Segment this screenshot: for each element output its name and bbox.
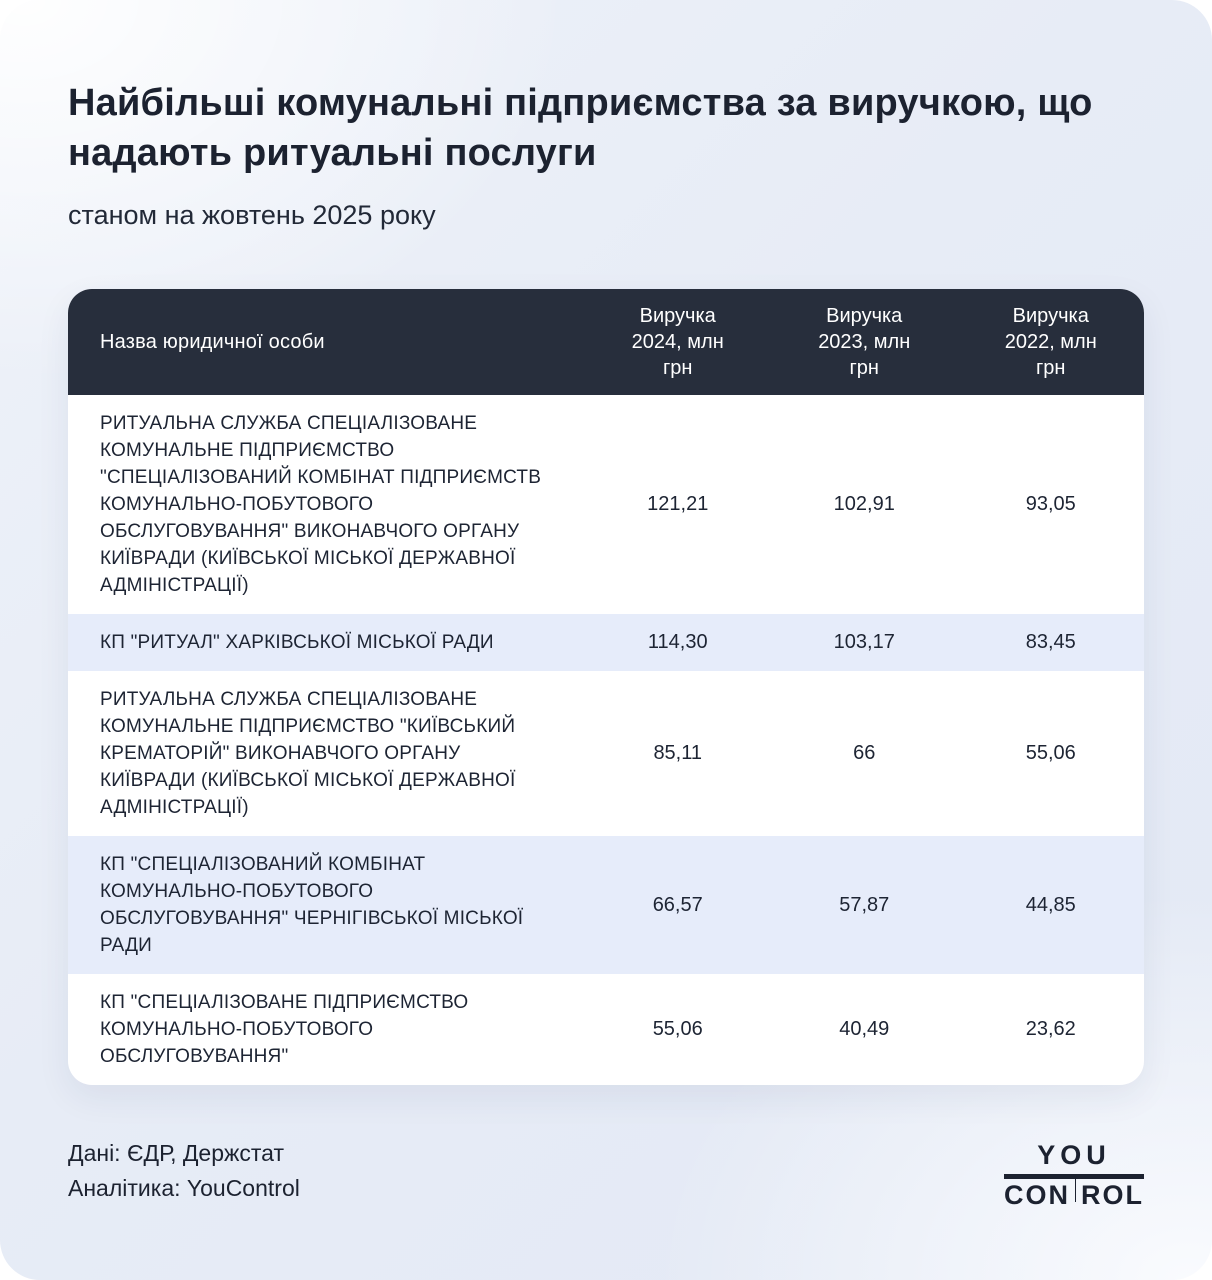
page-title: Найбільші комунальні підприємства за виручкою, що надають ритуальні послуги (68, 82, 1093, 174)
table-header-row (68, 289, 1144, 395)
logo-text-control (1004, 1179, 1144, 1209)
company-name: РИТУАЛЬНА СЛУЖБА СПЕЦІАЛІЗОВАНЕ КОМУНАЛЬНЕ ПІДПРИЄМСТВО "СПЕЦІАЛІЗОВАНИЙ КОМБІНАТ ПІДПРИЄМСТВ КОМУНАЛЬНО-ПОБУТОВОГО ОБСЛУГОВУВАННЯ" ВИКОНАВЧОГО ОРГАНУ КИЇВРАДИ (КИЇВСЬКОЇ МІСЬКОЇ ДЕРЖАВНОЇ АДМІНІСТРАЦІЇ) (100, 413, 542, 596)
logo-text-you: YOU (1037, 1140, 1111, 1170)
column-header-revenue-2022: Виручка 2022, млн грн (1004, 305, 1097, 379)
logo-text-con: CON (1004, 1180, 1070, 1210)
revenue-2022-value: 55,06 (1025, 742, 1076, 764)
youcontrol-logo (1004, 1142, 1144, 1209)
data-source: Дані: ЄДР, Держстат (68, 1140, 284, 1166)
revenue-2022-value: 93,05 (1025, 493, 1076, 515)
logo-t-stem (1075, 1179, 1076, 1202)
logo-text-rol: ROL (1081, 1180, 1144, 1210)
revenue-2024-value: 121,21 (647, 493, 709, 515)
data-credits (68, 1136, 300, 1206)
revenue-2023-value: 66 (853, 742, 876, 764)
table-row (68, 974, 1144, 1085)
revenue-2022-value: 23,62 (1025, 1018, 1076, 1040)
analytics-credit: Аналітика: YouControl (68, 1175, 300, 1201)
column-header-revenue-2024: Виручка 2024, млн грн (631, 305, 724, 379)
revenue-2024-value: 85,11 (653, 742, 703, 764)
table-row (68, 836, 1144, 974)
table-row (68, 614, 1144, 671)
column-header-name: Назва юридичної особи (100, 331, 325, 353)
company-name: КП "СПЕЦІАЛІЗОВАНЕ ПІДПРИЄМСТВО КОМУНАЛЬНО-ПОБУТОВОГО ОБСЛУГОВУВАННЯ" (100, 992, 469, 1067)
revenue-2024-value: 55,06 (652, 1018, 703, 1040)
column-header-revenue-2023: Виручка 2023, млн грн (818, 305, 911, 379)
revenue-2023-value: 103,17 (833, 631, 895, 653)
revenue-2023-value: 102,91 (833, 493, 895, 515)
revenue-2023-value: 57,87 (839, 893, 890, 916)
revenue-table (68, 289, 1144, 1085)
table-row (68, 671, 1144, 836)
revenue-2024-value: 114,30 (647, 631, 708, 653)
page-subtitle: станом на жовтень 2025 року (68, 200, 436, 230)
revenue-2022-value: 44,85 (1025, 893, 1076, 916)
company-name: КП "РИТУАЛ" ХАРКІВСЬКОЇ МІСЬКОЇ РАДИ (100, 632, 494, 653)
table-row (68, 395, 1144, 614)
revenue-2022-value: 83,45 (1025, 631, 1076, 653)
company-name: РИТУАЛЬНА СЛУЖБА СПЕЦІАЛІЗОВАНЕ КОМУНАЛЬНЕ ПІДПРИЄМСТВО "КИЇВСЬКИЙ КРЕМАТОРІЙ" ВИКОНАВЧОГО ОРГАНУ КИЇВРАДИ (КИЇВСЬКОЇ МІСЬКОЇ ДЕРЖАВНОЇ АДМІНІСТРАЦІЇ) (100, 689, 516, 818)
revenue-2023-value: 40,49 (839, 1018, 890, 1040)
footer (68, 1136, 1144, 1209)
revenue-2024-value: 66,57 (652, 893, 703, 916)
company-name: КП "СПЕЦІАЛІЗОВАНИЙ КОМБІНАТ КОМУНАЛЬНО-ПОБУТОВОГО ОБСЛУГОВУВАННЯ" ЧЕРНІГІВСЬКОЇ МІСЬКОЇ РАДИ (100, 854, 524, 956)
